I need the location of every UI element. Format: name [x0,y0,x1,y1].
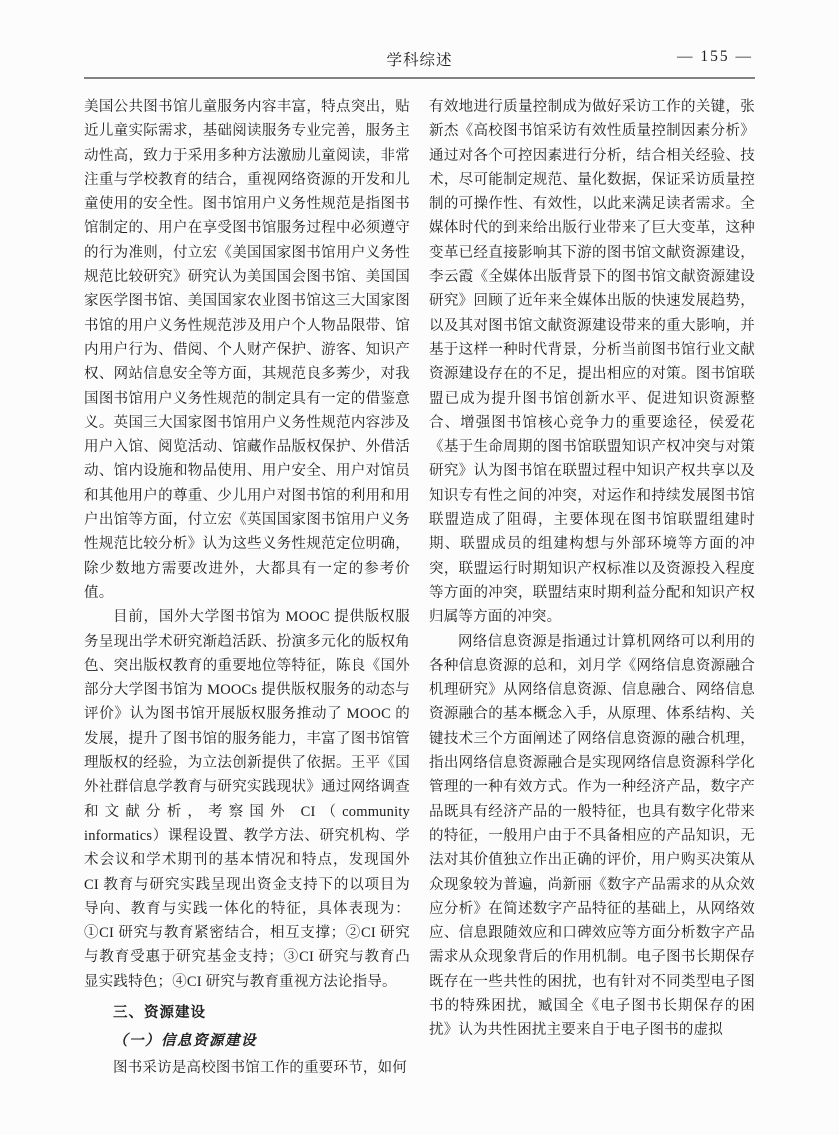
running-head-section-title: 学科综述 [386,52,453,69]
header-rule-divider [84,77,755,79]
body-paragraph: 有效地进行质量控制成为做好采访工作的关键，张新杰《高校图书馆采访有效性质量控制因素分析》通过对各个可控因素进行分析，结合相关经验、技术，尽可能制定规范、量化数据，保证采访质量控制的可操作性、有效性，以此来满足读者需求。全媒体时代的到来给出版行业带来了巨大变革，这种变革已经直接影响其下游的图书馆文献资源建设，李云霞《全媒体出版背景下的图书馆文献资源建设研究》回顾了近年来全媒体出版的快速发展趋势，以及其对图书馆文献资源建设带来的重大影响，并基于这样一种时代背景，分析当前图书馆行业文献资源建设存在的不足，提出相应的对策。图书馆联盟已成为提升图书馆创新水平、促进知识资源整合、增强图书馆核心竞争力的重要途径，侯爱花《基于生命周期的图书馆联盟知识产权冲突与对策研究》认为图书馆在联盟过程中知识产权共享以及知识专有性之间的冲突，对运作和持续发展图书馆联盟造成了阻碍，主要体现在图书馆联盟组建时期、联盟成员的组建构想与外部环境等方面的冲突，联盟运行时期知识产权标准以及资源投入程度等方面的冲突，联盟结束时期利益分配和知识产权归属等方面的冲突。 [429,99,755,626]
text-columns [84,95,755,1080]
body-paragraph: 美国公共图书馆儿童服务内容丰富，特点突出，贴近儿童实际需求，基础阅读服务专业完善，服务主动性高，致力于采用多种方法激励儿童阅读，非常注重与学校教育的结合，重视网络资源的开发和儿童使用的安全性。图书馆用户义务性规范是指图书馆制定的、用户在享受图书馆服务过程中必须遵守的行为准则，付立宏《美国国家图书馆用户义务性规范比较研究》研究认为美国国会图书馆、美国国家医学图书馆、美国国家农业图书馆这三大国家图书馆的用户义务性规范涉及用户个人物品限带、馆内用户行为、借阅、个人财产保护、游客、知识产权、网站信息安全等方面，其规范良多莠少，对我国图书馆用户义务性规范的制定具有一定的借鉴意义。英国三大国家图书馆用户义务性规范内容涉及用户入馆、阅览活动、馆藏作品版权保护、外借活动、馆内设施和物品使用、用户安全、用户对馆员和其他用户的尊重、少儿用户对图书馆的利用和用户出馆等方面，付立宏《英国国家图书馆用户义务性规范比较分析》认为这些义务性规范定位明确，除少数地方需要改进外，大都具有一定的参考价值。 [84,99,410,601]
running-head [84,48,755,72]
page-number: — 155 — [677,48,753,65]
right-column [429,95,755,1080]
section-heading: 三、资源建设 [113,1004,206,1021]
body-paragraph: 网络信息资源是指通过计算机网络可以利用的各种信息资源的总和，刘月学《网络信息资源融合机理研究》从网络信息资源、信息融合、网络信息资源融合的基本概念入手，从原理、体系结构、关键技术三个方面阐述了网络信息资源的融合机理，指出网络信息资源融合是实现网络信息资源科学化管理的一种有效方式。作为一种经济产品，数字产品既具有经济产品的一般特征，也具有数字化带来的特征，一般用户由于不具备相应的产品知识，无法对其价值独立作出正确的评价，用户购买决策从众现象较为普遍，尚新丽《数字产品需求的从众效应分析》在简述数字产品特征的基础上，从网络效应、信息跟随效应和口碑效应等方面分析数字产品需求从众现象背后的作用机制。电子图书长期保存既存在一些共性的困扰，也有针对不同类型电子图书的特殊困扰，臧国全《电子图书长期保存的困扰》认为共性困扰主要来自于电子图书的虚拟 [429,633,755,1039]
body-paragraph: 目前，国外大学图书馆为 MOOC 提供版权服务呈现出学术研究渐趋活跃、扮演多元化的版权角色、突出版权教育的重要地位等特征，陈良《国外部分大学图书馆为 MOOCs 提供版权服务的动态与评价》认为图书馆开展版权服务推动了 MOOC 的发展，提升了图书馆的服务能力，丰富了图书馆管理版权的经验，为立法创新提供了依据。王平《国外社群信息学教育与研究实践现状》通过网络调查和文献分析，考察国外 CI（community informatics）课程设置、教学方法、研究机构、学术会议和学术期刊的基本情况和特点，发现国外 CI 教育与研究实践呈现出资金支持下的以项目为导向、教育与实践一体化的特征，具体表现为：①CI 研究与教育紧密结合，相互支撑；②CI 研究与教育受惠于研究基金支持；③CI 研究与教育凸显实践特色；④CI 研究与教育重视方法论指导。 [84,609,410,990]
body-paragraph: 图书采访是高校图书馆工作的重要环节，如何 [113,1059,407,1076]
left-column [84,95,410,1080]
subsection-heading: （一）信息资源建设 [113,1032,257,1049]
